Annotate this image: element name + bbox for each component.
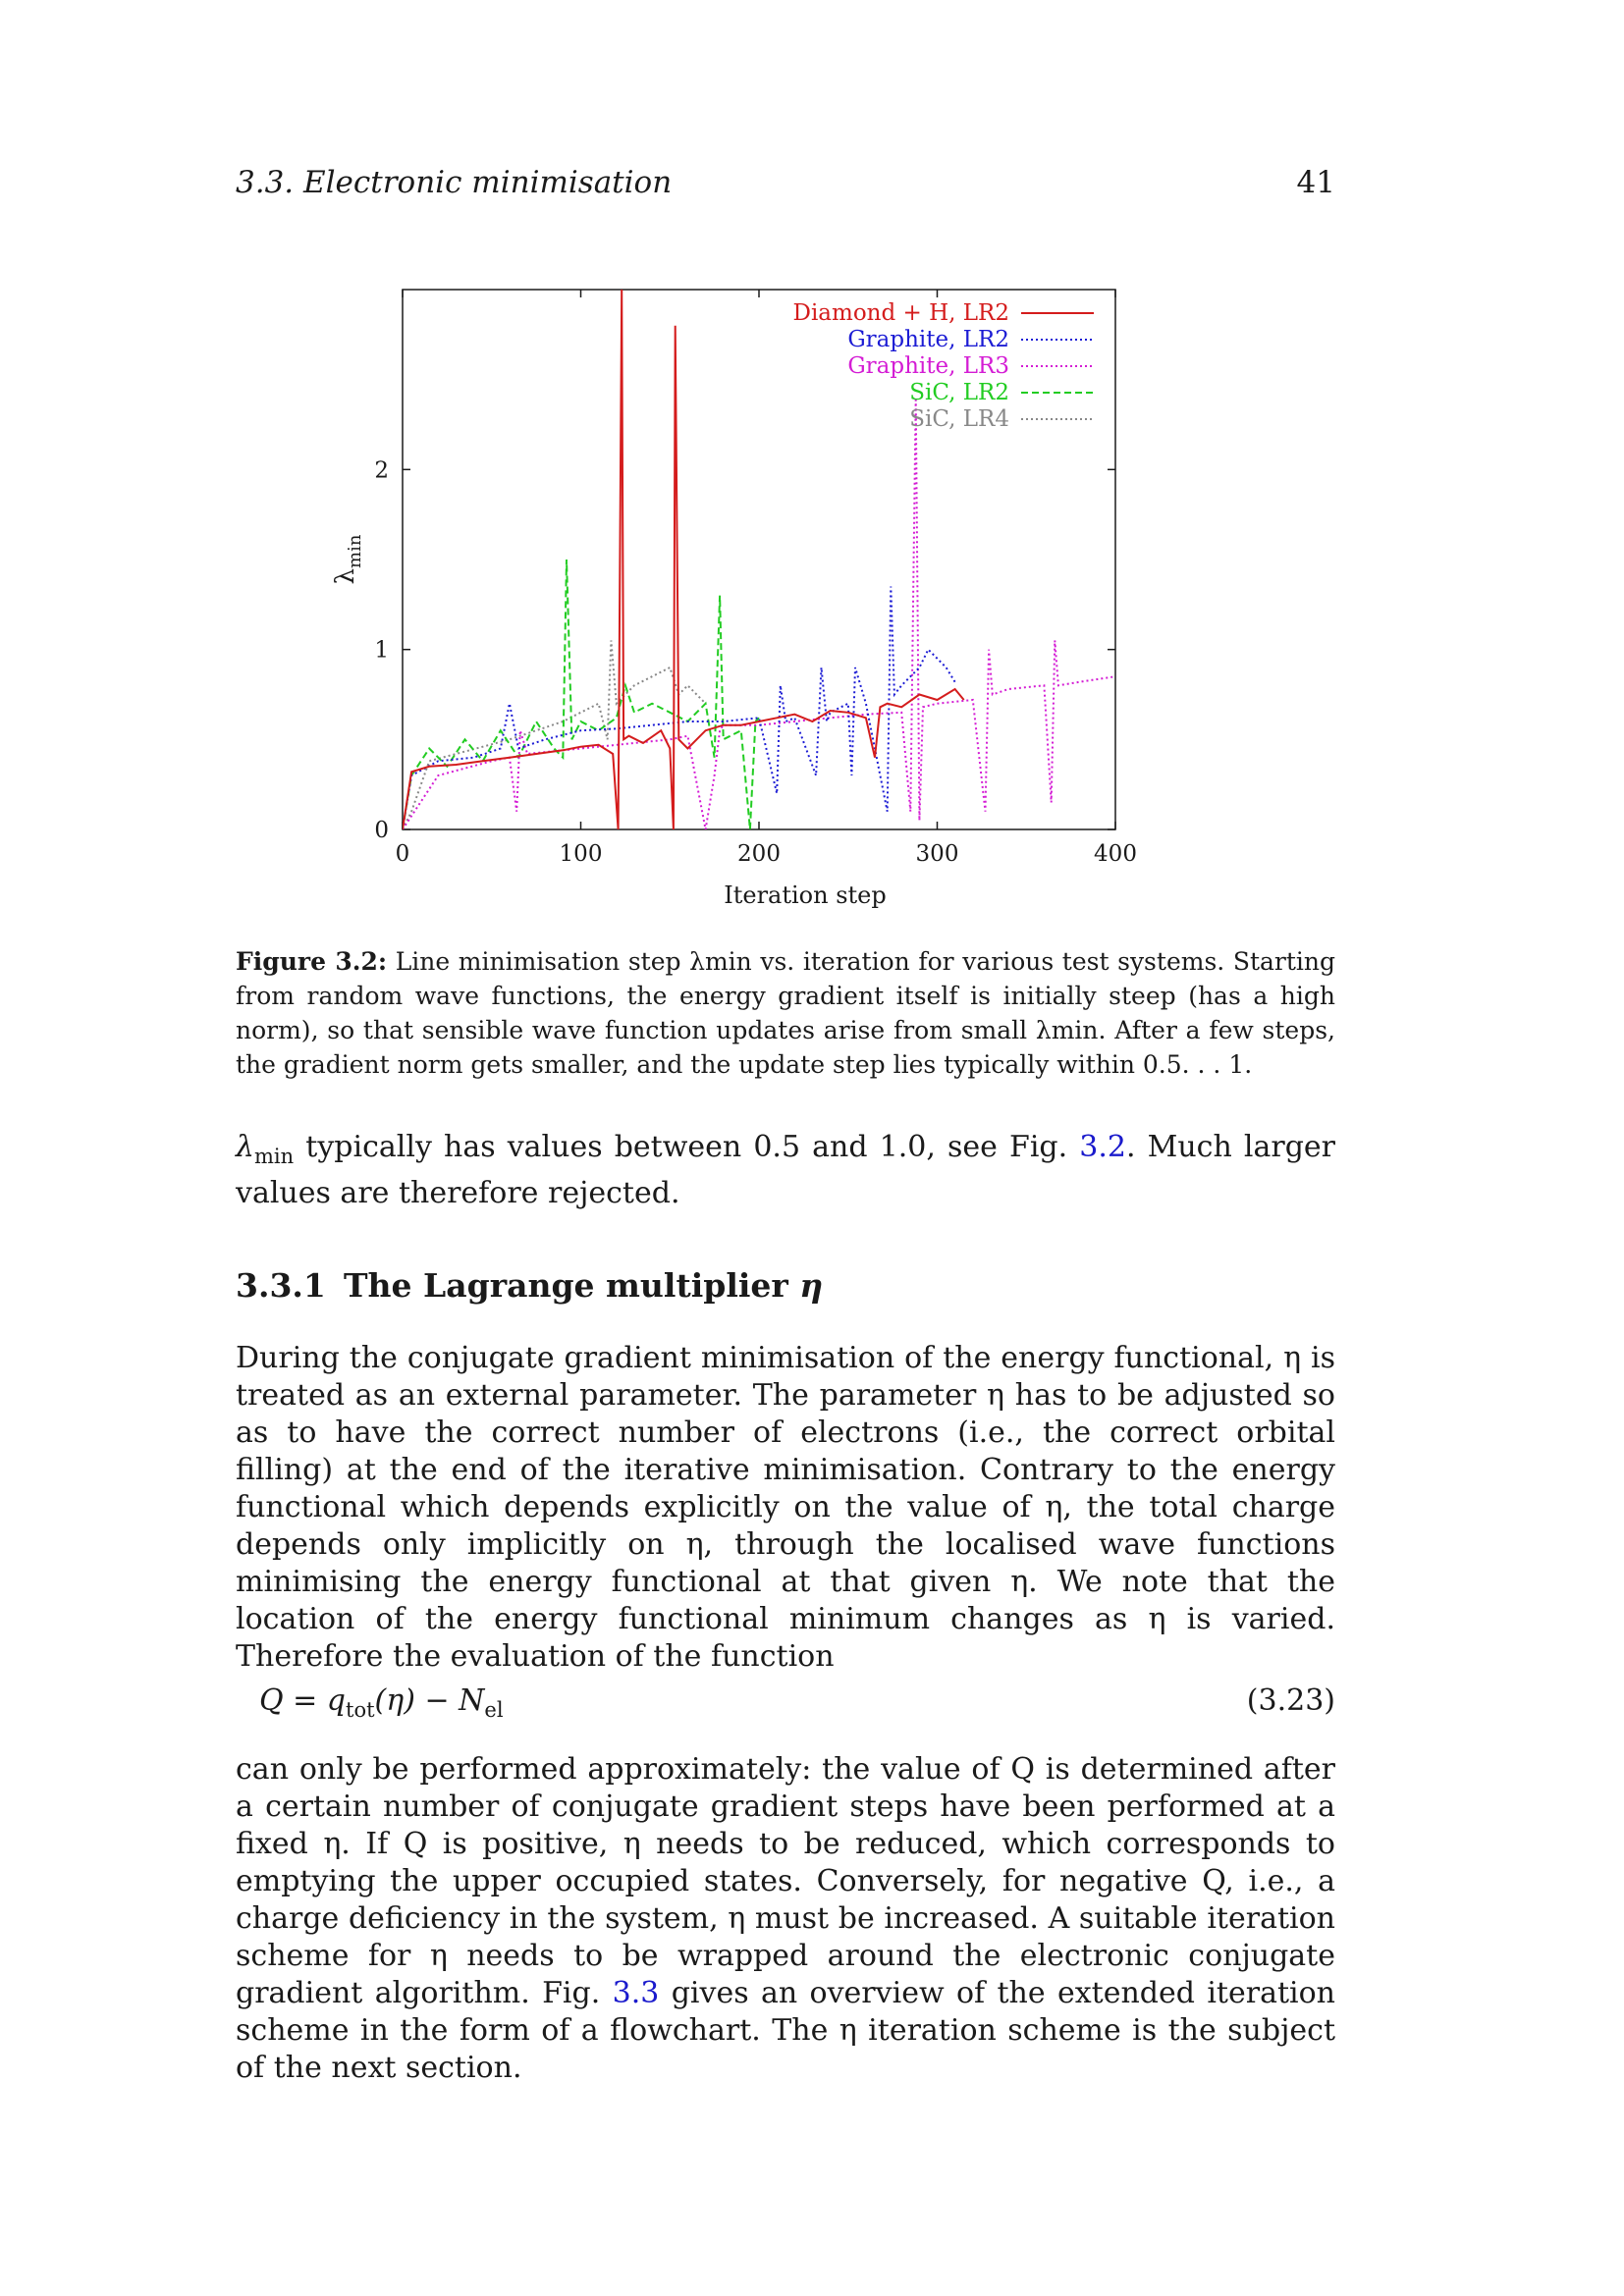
y-axis-label [331, 534, 365, 584]
figure-3-2-chart [314, 275, 1237, 923]
paragraph-lambda-text-b: . Much larger values are therefore rejected. [236, 1130, 1336, 1210]
legend-label-graphite-lr3: Graphite, LR3 [847, 353, 1009, 379]
paragraph-lambda-text-a: typically has values between 0.5 and 1.0, see Fig. [294, 1130, 1080, 1164]
running-head-section: 3.3. Electronic minimisation [236, 165, 673, 200]
series-line-sic-lr4 [403, 641, 706, 830]
y-tick-label: 1 [374, 637, 389, 664]
chart-svg [314, 275, 1237, 923]
paragraph-lambda [236, 1129, 1335, 1212]
lambda-subscript: min [254, 1145, 295, 1168]
running-head [236, 165, 1335, 200]
caption-text: Line minimisation step λmin vs. iteration for various test systems. Starting from random wave functions, the energy gradient itself is initially steep (has a high norm), so that sensible wave function updates arise from small λmin. After a few steps, the gradient norm gets smaller, and the update step lies typically within 0.5. . . 1. [236, 947, 1335, 1079]
caption-label: Figure 3.2: [236, 947, 388, 976]
series-line-graphite-lr3 [403, 398, 1115, 829]
chart-legend [793, 300, 1095, 432]
paragraph-approx-text-b: gives an overview of the extended iteration scheme in the form of a flowchart. The η iteration scheme is the subject of the next section. [236, 1976, 1335, 2085]
eq-sub-el: el [484, 1698, 504, 1722]
x-tick-label: 400 [1094, 841, 1137, 867]
figure-3-3-link[interactable]: 3.3 [612, 1976, 660, 2010]
paragraph-approx-text-a: can only be performed approximately: the value of Q is determined after a certain number of conjugate gradient steps have been performed at a fixed η. If Q is positive, η needs to be reduced, which corresponds to emptying the upper occupied states. Conversely, for negative Q, i.e., a charge deficiency in the system, η must be increased. A suitable iteration scheme for η needs to be wrapped around the electronic conjugate gradient algorithm. Fig. [236, 1752, 1335, 2010]
legend-label-graphite-lr2: Graphite, LR2 [847, 327, 1009, 352]
equation-number: (3.23) [1246, 1683, 1335, 1718]
eq-sub-tot: tot [346, 1698, 375, 1722]
x-tick-label: 200 [737, 841, 781, 867]
paragraph-approx [236, 1751, 1335, 2087]
eq-lhs: Q = q [259, 1683, 347, 1718]
section-number: 3.3.1 [236, 1266, 326, 1305]
x-tick-label: 0 [395, 841, 410, 867]
x-tick-label: 300 [915, 841, 959, 867]
section-title: The Lagrange multiplier [344, 1266, 800, 1305]
paragraph-lagrange: During the conjugate gradient minimisation of the energy functional, η is treated as an external parameter. The parameter η has to be adjusted so as to have the correct number of electrons (i.e., the correct orbital filling) at the end of the iterative minimisation. Contrary to the energy functional which depends explicitly on the value of η, the total charge depends only implicitly on η, through the localised wave functions minimising the energy functional at that given η. We note that the location of the energy functional minimum changes as η is varied. Therefore the evaluation of the function [236, 1341, 1335, 1674]
x-axis-label: Iteration step [724, 881, 887, 909]
eq-mid: (η) − N [374, 1683, 485, 1718]
figure-3-2-link[interactable]: 3.2 [1079, 1130, 1126, 1164]
x-tick-label: 100 [559, 841, 603, 867]
y-tick-label: 0 [374, 818, 389, 843]
equation-expression [259, 1683, 504, 1722]
y-axis-label-subscript: min [345, 534, 365, 568]
legend-label-sic-lr2: SiC, LR2 [909, 380, 1009, 405]
y-tick-label: 2 [374, 457, 389, 484]
equation-3-23 [236, 1683, 1335, 1723]
series-line-sic-lr2 [403, 560, 759, 829]
page-number: 41 [1296, 165, 1335, 200]
section-heading [236, 1266, 823, 1305]
legend-label-diamond-h-lr2: Diamond + H, LR2 [792, 300, 1009, 326]
legend-label-sic-lr4: SiC, LR4 [909, 406, 1009, 432]
axis-ticks [374, 290, 1137, 867]
y-axis-label-symbol: λ [331, 567, 360, 585]
figure-caption [236, 944, 1335, 1082]
section-symbol: η [799, 1266, 824, 1305]
lambda-symbol: λ [236, 1130, 255, 1164]
